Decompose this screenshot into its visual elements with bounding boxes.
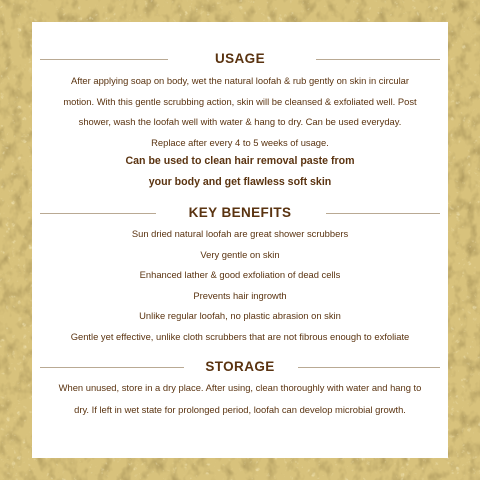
usage-highlight: Can be used to clean hair removal paste from bbox=[125, 155, 355, 167]
usage-title: USAGE bbox=[214, 51, 265, 66]
storage-line: When unused, store in a dry place. After using, clean thoroughly with water and hang to bbox=[58, 382, 422, 393]
usage-heading bbox=[32, 49, 448, 69]
storage-title: STORAGE bbox=[205, 359, 275, 374]
benefit-item: Enhanced lather & good exfoliation of dead cells bbox=[139, 269, 341, 280]
usage-line: motion. With this gentle scrubbing action, skin will be cleansed & exfoliated well. Post bbox=[63, 96, 417, 107]
key-benefits-title: KEY BENEFITS bbox=[188, 205, 292, 220]
storage-heading bbox=[32, 357, 448, 377]
benefit-item: Gentle yet effective, unlike cloth scrubbers that are not fibrous enough to exfoliate bbox=[70, 331, 410, 342]
key-benefits-heading bbox=[32, 203, 448, 223]
benefit-item: Very gentle on skin bbox=[200, 249, 280, 260]
benefit-item: Sun dried natural loofah are great shower scrubbers bbox=[131, 228, 349, 239]
storage-rule-right bbox=[298, 367, 440, 368]
info-card bbox=[32, 22, 448, 458]
usage-rule-right bbox=[316, 59, 440, 60]
usage-line: shower, wash the loofah well with water & hang to dry. Can be used everyday. bbox=[78, 116, 402, 127]
benefit-item: Prevents hair ingrowth bbox=[193, 290, 287, 301]
storage-line: dry. If left in wet state for prolonged period, loofah can develop microbial growth. bbox=[74, 404, 406, 415]
benefit-item: Unlike regular loofah, no plastic abrasion on skin bbox=[139, 310, 341, 321]
usage-line: Replace after every 4 to 5 weeks of usage. bbox=[151, 137, 329, 148]
key-benefits-rule-right bbox=[326, 213, 440, 214]
usage-line: After applying soap on body, wet the natural loofah & rub gently on skin in circular bbox=[70, 75, 410, 86]
usage-highlight: your body and get flawless soft skin bbox=[148, 176, 332, 188]
